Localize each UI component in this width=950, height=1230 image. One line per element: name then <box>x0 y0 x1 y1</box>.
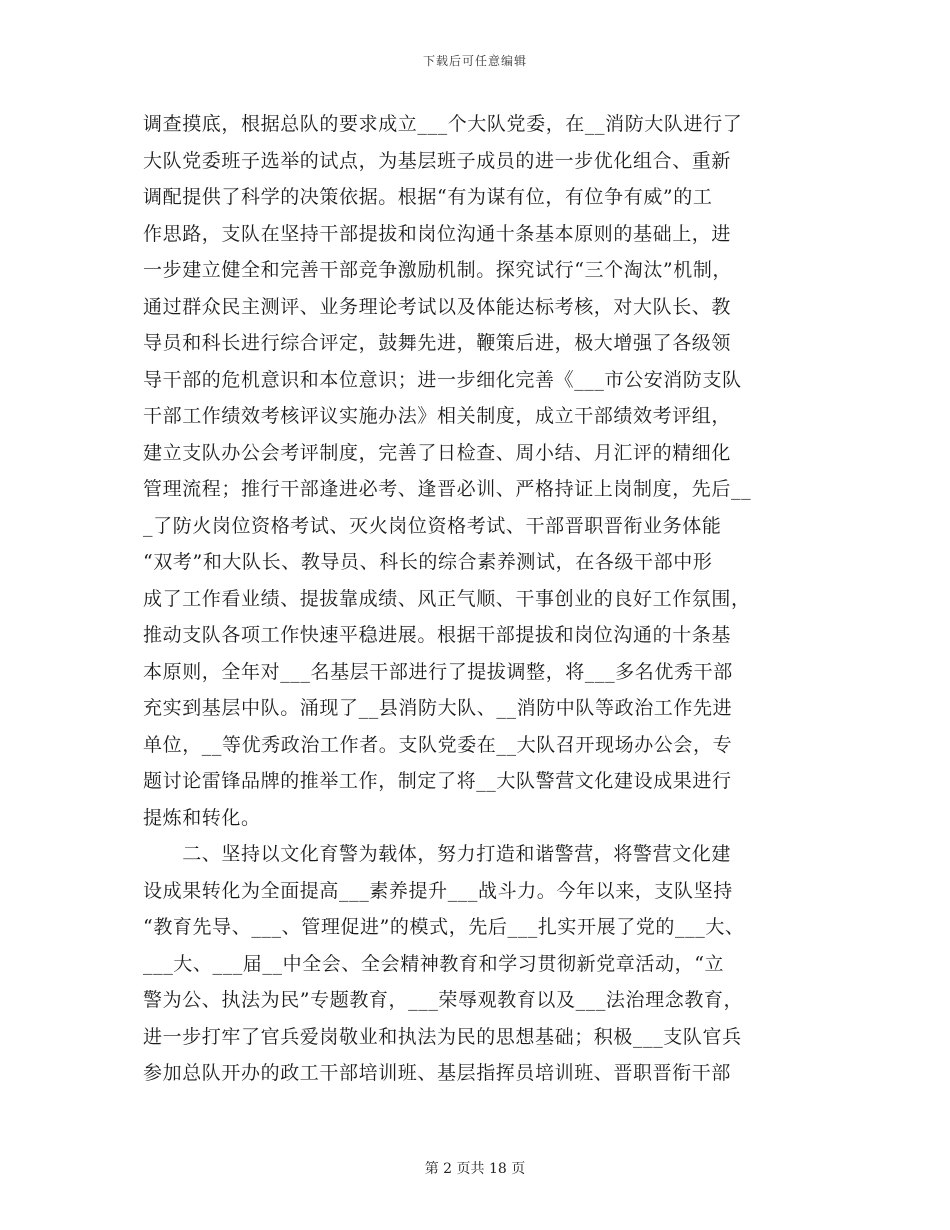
text-line: 管理流程；推行干部逢进必考、逢晋必训、严格持证上岗制度，先后__ <box>143 478 752 500</box>
text-line: 大队党委班子选举的试点，为基层班子成员的进一步优化组合、重新 <box>143 149 732 172</box>
text-line: “教育先导、___、管理促进”的模式，先后___扎实开展了党的___大、 <box>143 916 745 938</box>
text-line: 一步建立健全和完善干部竞争激励机制。探究试行“三个淘汰”机制， <box>143 259 733 281</box>
text-line: _了防火岗位资格考试、灭火岗位资格考试、干部晋职晋衔业务体能 <box>143 514 722 537</box>
text-line: 推动支队各项工作快速平稳进展。根据干部提拔和岗位沟通的十条基 <box>143 624 732 646</box>
text-line: 作思路，支队在坚持干部提拔和岗位沟通十条基本原则的基础上，进 <box>143 222 732 245</box>
text-line: 设成果转化为全面提高___素养提升___战斗力。今年以来，支队坚持 <box>143 879 733 902</box>
text-line: 二、坚持以文化育警为载体，努力打造和谐警营，将警营文化建 <box>143 843 732 865</box>
text-line: 充实到基层中队。涌现了__县消防大队、__消防中队等政治工作先进 <box>143 697 733 719</box>
page-header-note: 下载后可任意编辑 <box>422 54 527 68</box>
text-line: 警为公、执法为民”专题教育，___荣辱观教育以及___法治理念教育， <box>143 989 744 1011</box>
text-line: ___大、___届__中全会、全会精神教育和学习贯彻新党章活动，“立 <box>143 952 725 975</box>
text-line: 参加总队开办的政工干部培训班、基层指挥员培训班、晋职晋衔干部 <box>143 1062 732 1084</box>
text-line: “双考”和大队长、教导员、科长的综合素养测试，在各级干部中形 <box>143 551 713 573</box>
text-line: 提炼和转化。 <box>143 806 261 829</box>
text-line: 调配提供了科学的决策依据。根据“有为谋有位，有位争有威”的工 <box>143 186 713 208</box>
text-line: 导员和科长进行综合评定，鼓舞先进，鞭策后进，极大增强了各级领 <box>143 332 732 354</box>
text-line: 通过群众民主测评、业务理论考试以及体能达标考核，对大队长、教 <box>143 295 732 318</box>
text-line: 进一步打牢了官兵爱岗敬业和执法为民的思想基础；积极___支队官兵 <box>143 1025 742 1048</box>
text-line: 单位，__等优秀政治工作者。支队党委在__大队召开现场办公会，专 <box>143 733 733 756</box>
text-line: 导干部的危机意识和本位意识；进一步细化完善《___市公安消防支队 <box>143 368 742 391</box>
text-line: 建立支队办公会考评制度，完善了日检查、周小结、月汇评的精细化 <box>143 441 732 464</box>
text-line: 调查摸底，根据总队的要求成立___个大队党委，在__消防大队进行了 <box>143 113 743 135</box>
page-number: 第 2 页共 18 页 <box>424 1161 526 1177</box>
text-line: 本原则，全年对___名基层干部进行了提拔调整，将___多名优秀干部 <box>143 660 733 683</box>
text-line: 成了工作看业绩、提拔靠成绩、风正气顺、干事创业的良好工作氛围， <box>143 587 751 610</box>
text-line: 干部工作绩效考核评议实施办法》相关制度，成立干部绩效考评组， <box>143 405 732 427</box>
document-body <box>143 106 813 1092</box>
text-line: 题讨论雷锋品牌的推举工作，制定了将__大队警营文化建设成果进行 <box>143 770 732 792</box>
